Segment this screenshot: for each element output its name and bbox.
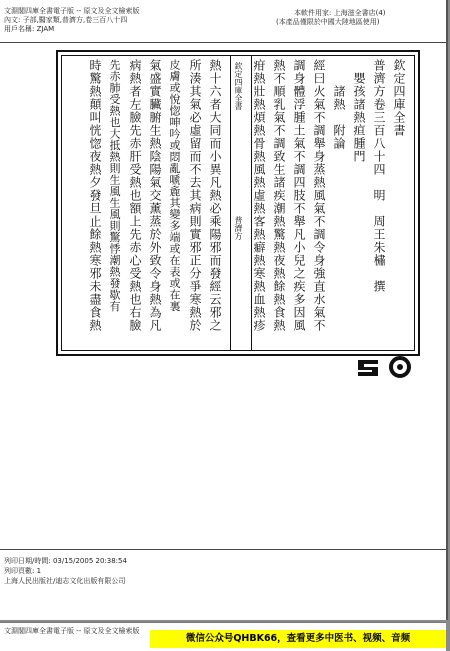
text-column: 熱不順乳氣不調致生諸疾潮熱驚熱夜熱餘熱食熱	[272, 59, 286, 332]
text-column: 普濟方卷三百八十四 明 周王朱橚 撰	[372, 59, 386, 293]
text-frame-inner	[61, 55, 415, 351]
text-column: 所湊其氣必虛留而不去其病則實邪正分爭寒熱於	[188, 59, 202, 332]
text-column: 時驚熱顛叫恍惚夜熱夕發旦止餘熱寒邪未盡食熱	[88, 59, 102, 332]
text-column: 經曰火氣不調舉身蒸熱風氣不調令身強直水氣不	[312, 59, 326, 332]
text-column: 調身體浮腫土氣不調四肢不舉凡小兒之疾多因風	[292, 59, 306, 332]
wechat-banner: 微信公众号QHBK66，查看更多中医书、视频、音频	[150, 630, 446, 648]
gutter-label-bottom: 普濟方	[234, 216, 243, 240]
header-right	[276, 9, 386, 27]
text-column: 病熱者左臉先赤肝受熱也額上先赤心受熱也右臉	[128, 59, 142, 332]
text-column: 欽定四庫全書	[392, 59, 406, 137]
text-column: 氣盛實臟腑生熱陰陽氣交薰蒸於外致令身熱為凡	[148, 59, 162, 332]
header-title: 文淵閣四庫全書電子版 -- 原文及全文檢索版	[4, 7, 140, 15]
text-column: 諸熱 附論	[332, 59, 346, 150]
text-column: 嬰孩諸熱疸腫門	[352, 59, 366, 163]
header-licensee: 本軟件用家: 上海滋全書店(4)	[294, 9, 386, 17]
header-rule	[0, 42, 446, 43]
footer-print-date: 列印日期/時間: 03/15/2005 20:38:54	[4, 557, 127, 565]
text-column: 先赤肺受熱也大抵熱則生風生風則驚悸潮熱發歇有	[108, 59, 121, 312]
header-username: 用戶名稱: ZJAM	[4, 25, 55, 33]
header-region-note: (本產品僅限於中國大陸地區使用)	[276, 18, 380, 26]
footer-publisher: 上海人民出版社/迪志文化出版有限公司	[4, 577, 126, 585]
text-column: 疳熱壯熱煩熱骨熱風熱虛熱客熱癖熱寒熱血熱疹	[252, 59, 266, 332]
center-gutter	[230, 56, 252, 350]
next-page-header: 文淵閣四庫全書電子版 -- 原文及全文檢索版	[4, 627, 140, 635]
footer-rule	[0, 549, 446, 550]
header-left	[4, 7, 140, 34]
gutter-label-top: 欽定四庫全書	[234, 62, 243, 110]
text-column: 皮膚或悅惚呻吟或悶亂嗁麁其變多端或在表或在裏	[168, 59, 181, 312]
header-content-path: 內文: 子部,醫家類,普濟方,卷三百八十四	[4, 16, 128, 24]
text-column: 熱十六者大同而小異凡熱必乘陽邪而發經云邪之	[208, 59, 222, 332]
publisher-seal-icon	[356, 352, 414, 380]
text-frame	[56, 50, 420, 356]
footer-print-pages: 列印頁數: 1	[4, 567, 42, 575]
